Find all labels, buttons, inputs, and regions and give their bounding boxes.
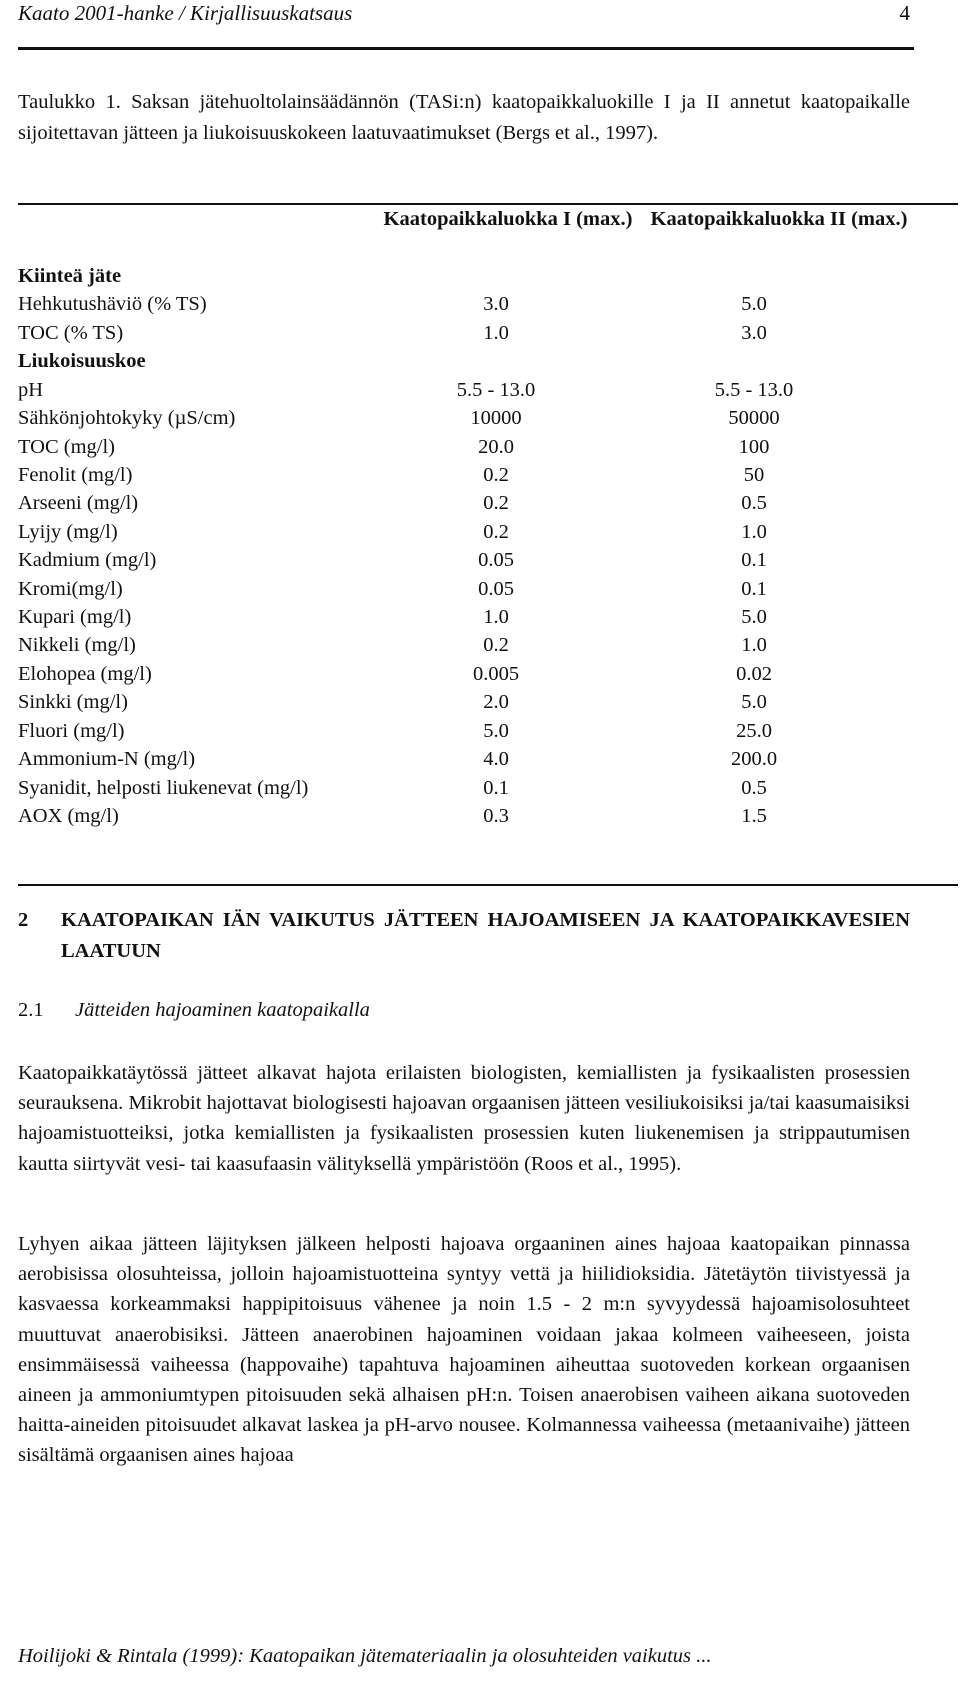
- table-row: [18, 744, 958, 772]
- table-row: [18, 801, 958, 829]
- table-row: [18, 545, 958, 573]
- value-class-2: 100: [738, 435, 770, 458]
- row-label: Kromi(mg/l): [18, 577, 123, 600]
- row-label: Fenolit (mg/l): [18, 463, 133, 486]
- row-label: Nikkeli (mg/l): [18, 634, 136, 657]
- value-class-2: 5.0: [741, 293, 767, 316]
- table-row: [18, 403, 958, 431]
- row-label: Lyijy (mg/l): [18, 520, 118, 543]
- value-class-2: 5.0: [741, 606, 767, 629]
- table-section-row: [18, 346, 958, 374]
- value-class-2: 5.5 - 13.0: [714, 378, 794, 401]
- row-label: Arseeni (mg/l): [18, 492, 139, 515]
- value-class-2: 50: [743, 463, 765, 486]
- row-label: Syanidit, helposti liukenevat (mg/l): [18, 776, 309, 799]
- row-label: pH: [18, 378, 44, 401]
- chapter-title: KAATOPAIKAN IÄN VAIKUTUS JÄTTEEN HAJOAMISEEN JA KAATOPAIKKAVESIEN LAATUUN: [61, 909, 910, 962]
- page-number: 4: [899, 1, 910, 25]
- value-class-1: 0.05: [478, 577, 514, 600]
- table-row: [18, 460, 958, 488]
- row-label: Sähkönjohtokyky (µS/cm): [18, 407, 236, 430]
- column-header-class-1: Kaatopaikkaluokka I (max.): [383, 208, 633, 230]
- running-header: [18, 0, 910, 28]
- row-label: AOX (mg/l): [18, 804, 119, 827]
- table-row: [18, 375, 958, 403]
- value-class-2: 3.0: [741, 321, 767, 344]
- table-row: [18, 318, 958, 346]
- value-class-1: 5.5 - 13.0: [456, 378, 536, 401]
- value-class-1: 0.005: [472, 662, 520, 685]
- value-class-2: 1.0: [741, 520, 767, 543]
- chapter-number: 2: [18, 909, 29, 931]
- subsection-number: 2.1: [18, 999, 44, 1021]
- table-row: [18, 630, 958, 658]
- value-class-2: 5.0: [741, 691, 767, 714]
- section-label: Liukoisuuskoe: [18, 350, 146, 373]
- table-row: [18, 488, 958, 516]
- value-class-2: 25.0: [736, 719, 772, 742]
- value-class-1: 2.0: [483, 691, 509, 714]
- row-label: TOC (mg/l): [18, 435, 115, 458]
- table-row: [18, 432, 958, 460]
- table-row: [18, 716, 958, 744]
- column-header-class-2: Kaatopaikkaluokka II (max.): [650, 208, 908, 230]
- value-class-1: 1.0: [483, 606, 509, 629]
- value-class-2: 0.5: [741, 776, 767, 799]
- value-class-2: 200.0: [730, 748, 778, 771]
- value-class-1: 0.2: [483, 492, 509, 515]
- row-label: TOC (% TS): [18, 321, 124, 344]
- row-label: Kupari (mg/l): [18, 606, 132, 629]
- value-class-2: 50000: [728, 407, 780, 430]
- value-class-2: 0.02: [736, 662, 772, 685]
- table-row: [18, 574, 958, 602]
- value-class-2: 0.1: [741, 577, 767, 600]
- row-label: Ammonium-N (mg/l): [18, 748, 196, 771]
- value-class-1: 20.0: [478, 435, 514, 458]
- table-row: [18, 602, 958, 630]
- row-label: Sinkki (mg/l): [18, 691, 128, 714]
- value-class-1: 0.2: [483, 634, 509, 657]
- row-label: Kadmium (mg/l): [18, 549, 157, 572]
- value-class-2: 1.0: [741, 634, 767, 657]
- value-class-1: 0.2: [483, 463, 509, 486]
- running-footer: Hoilijoki & Rintala (1999): Kaatopaikan jätemateriaalin ja olosuhteiden vaikutus ...: [18, 1645, 712, 1667]
- table-row: [18, 659, 958, 687]
- value-class-1: 0.05: [478, 549, 514, 572]
- header-title: Kaato 2001-hanke / Kirjallisuuskatsaus: [18, 1, 353, 25]
- value-class-2: 0.1: [741, 549, 767, 572]
- table-section-row: [18, 261, 958, 289]
- header-rule: [18, 47, 914, 50]
- table-bottom-rule: [18, 884, 958, 886]
- value-class-2: 1.5: [741, 804, 767, 827]
- value-class-1: 5.0: [483, 719, 509, 742]
- value-class-1: 0.3: [483, 804, 509, 827]
- paragraph: Kaatopaikkatäytössä jätteet alkavat hajota erilaisten biologisten, kemiallisten ja fysikaalisten prosessien seurauksena. Mikrobit hajottavat biologisesti hajoavan orgaanisen jätteen vesiliukoisiksi ja/tai kaasumaisiksi hajoamistuotteiksi, jotka kemiallisten ja fysikaalisten prosessien kuten liukenemisen ja strippautumisen kautta siirtyvät vesi- tai kaasufaasin välityksellä ympäristöön (Roos et al., 1995).: [18, 1062, 910, 1175]
- subsection-title: Jätteiden hajoaminen kaatopaikalla: [75, 999, 370, 1021]
- value-class-1: 1.0: [483, 321, 509, 344]
- value-class-1: 10000: [470, 407, 522, 430]
- table-row: [18, 289, 958, 317]
- table-caption: Taulukko 1. Saksan jätehuoltolainsäädännön (TASi:n) kaatopaikkaluokille I ja II annetut kaatopaikalle sijoitettavan jätteen ja liukoisuuskokeen laatuvaatimukset (Bergs et al., 1997).: [18, 91, 910, 144]
- row-label: Fluori (mg/l): [18, 719, 125, 742]
- value-class-1: 0.1: [483, 776, 509, 799]
- value-class-1: 4.0: [483, 748, 509, 771]
- value-class-1: 3.0: [483, 293, 509, 316]
- value-class-1: 0.2: [483, 520, 509, 543]
- table-row: [18, 773, 958, 801]
- value-class-2: 0.5: [741, 492, 767, 515]
- table-row: [18, 517, 958, 545]
- section-label: Kiinteä jäte: [18, 265, 122, 287]
- row-label: Hehkutushäviö (% TS): [18, 293, 207, 316]
- row-label: Elohopea (mg/l): [18, 662, 152, 685]
- table-row: [18, 687, 958, 715]
- paragraph: Lyhyen aikaa jätteen läjityksen jälkeen helposti hajoava orgaaninen aines hajoaa kaatopaikan pinnassa aerobisissa olosuhteissa, jolloin hajoamistuotteina syntyy vettä ja hiilidioksidia. Jätetäytön tiivistyessä ja kasvaessa korkeammaksi happipitoisuus vähenee ja noin 1.5 - 2 m:n syvyydessä hajoamisolosuhteet muuttuvat anaerobisiksi. Jätteen anaerobinen hajoaminen voidaan jakaa kolmeen vaiheeseen, joista ensimmäisessä vaiheessa (happovaihe) tapahtuva hajoaminen aiheuttaa suotoveden korkean orgaanisen aineen ja ammoniumtypen pitoisuuden sekä alhaisen pH:n. Toisen anaerobisen vaiheen aikana suotoveden haitta-aineiden pitoisuudet alkavat laskea ja pH-arvo nousee. Kolmannessa vaiheessa (metaanivaihe) jätteen sisältämä orgaanisen aines hajoaa: [18, 1233, 910, 1467]
